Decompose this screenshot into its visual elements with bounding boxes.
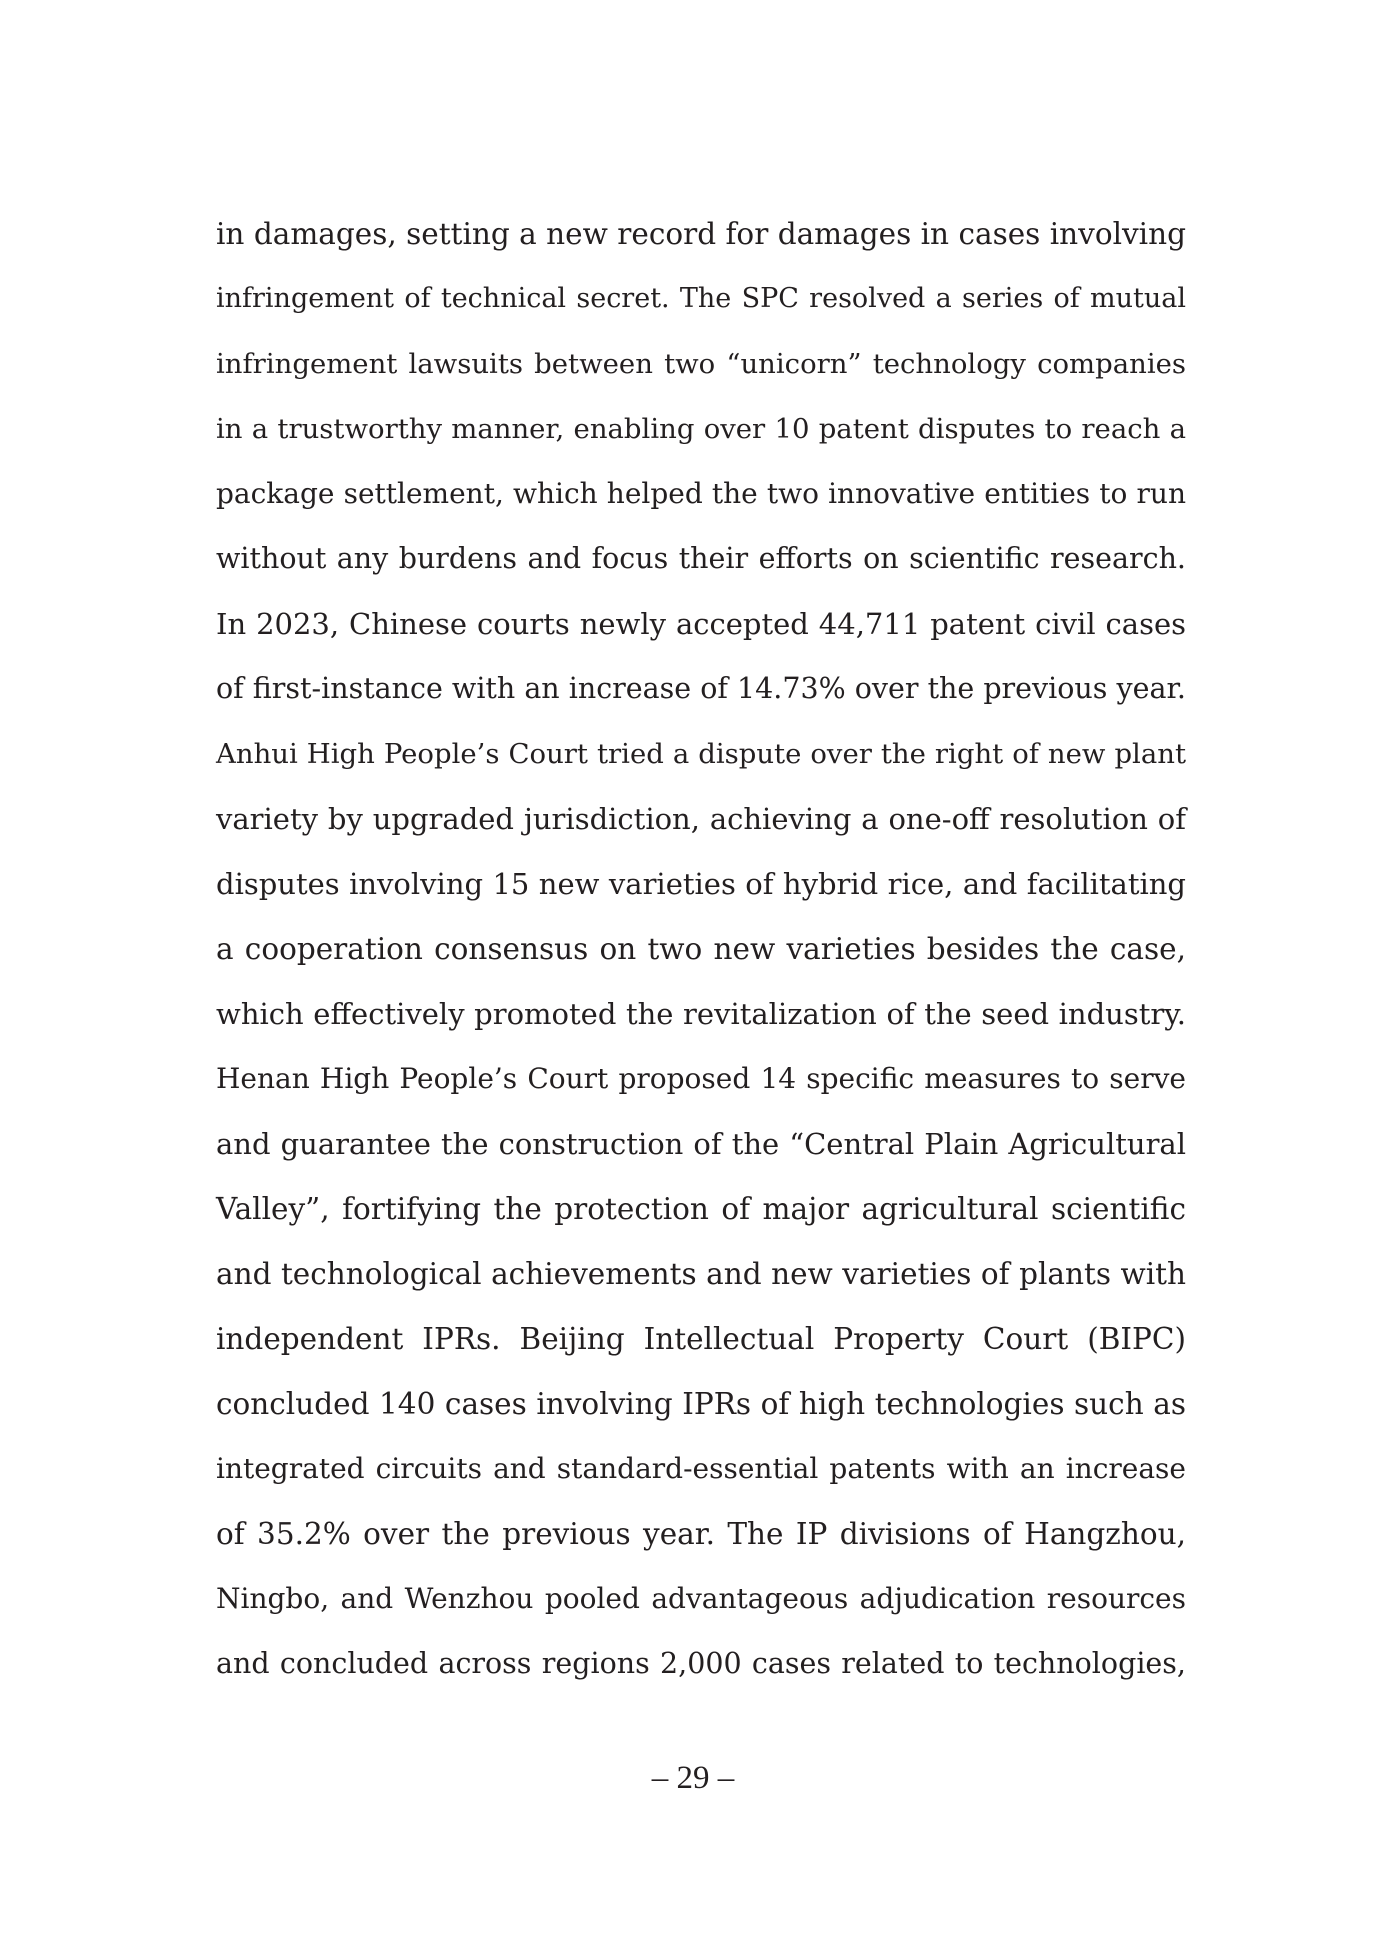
text-line: which effectively promoted the revitalization of the seed industry. [216, 997, 1186, 1031]
text-line: concluded 140 cases involving IPRs of high technologies such as [216, 1387, 1186, 1421]
text-line: variety by upgraded jurisdiction, achieving a one-off resolution of [216, 802, 1186, 836]
text-line: and guarantee the construction of the “Central Plain Agricultural [216, 1127, 1186, 1161]
text-line: and technological achievements and new varieties of plants with [216, 1257, 1186, 1291]
text-line: In 2023, Chinese courts newly accepted 44,711 patent civil cases [216, 607, 1186, 641]
text-line: infringement of technical secret. The SPC resolved a series of mutual [216, 283, 1186, 314]
text-line: without any burdens and focus their efforts on scientific research. [216, 542, 1186, 575]
text-line: infringement lawsuits between two “unicorn” technology companies [216, 348, 1186, 380]
text-line: package settlement, which helped the two innovative entities to run [216, 477, 1186, 510]
page-number: – 29 – [651, 1760, 735, 1796]
text-line: in a trustworthy manner, enabling over 10 patent disputes to reach a [216, 413, 1186, 445]
text-line: Valley”, fortifying the protection of major agricultural scientific [216, 1192, 1186, 1226]
text-line: Ningbo, and Wenzhou pooled advantageous adjudication resources [216, 1582, 1186, 1615]
text-line: disputes involving 15 new varieties of hybrid rice, and facilitating [216, 867, 1186, 901]
text-line: and concluded across regions 2,000 cases related to technologies, [216, 1647, 1186, 1680]
text-line: integrated circuits and standard-essential patents with an increase [216, 1452, 1186, 1485]
text-line: of 35.2% over the previous year. The IP divisions of Hangzhou, [216, 1517, 1186, 1551]
text-line: of first-instance with an increase of 14.73% over the previous year. [216, 672, 1186, 705]
text-line: Henan High People’s Court proposed 14 specific measures to serve [216, 1062, 1186, 1095]
body-text [216, 212, 1186, 1707]
text-line: a cooperation consensus on two new varieties besides the case, [216, 932, 1186, 966]
text-line: in damages, setting a new record for damages in cases involving [216, 217, 1186, 251]
text-line: Anhui High People’s Court tried a dispute over the right of new plant [216, 738, 1186, 770]
text-line: independent IPRs. Beijing Intellectual Property Court (BIPC) [216, 1322, 1186, 1356]
